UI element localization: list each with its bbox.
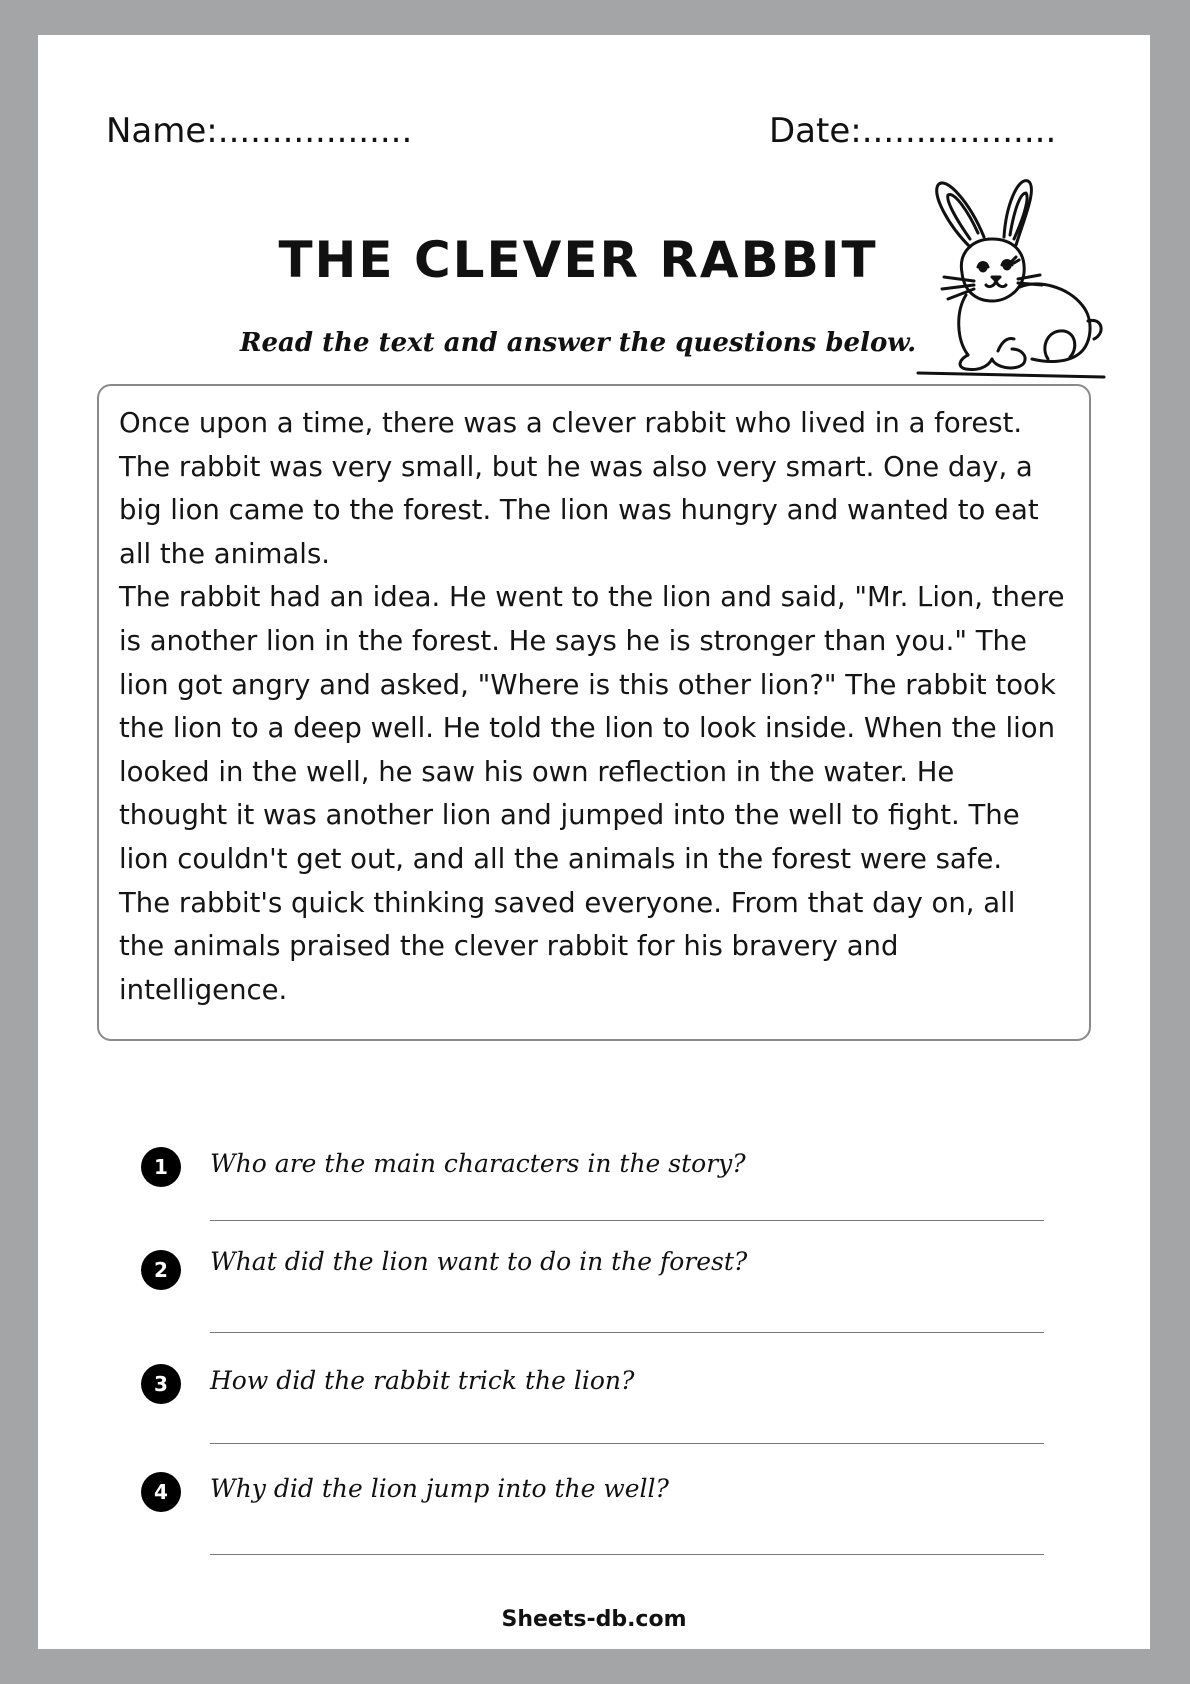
instructions: Read the text and answer the questions below.	[239, 328, 917, 358]
question-text: What did the lion want to do in the forest?	[210, 1247, 748, 1276]
question-number-badge: 3	[141, 1364, 181, 1404]
question-number-badge: 4	[141, 1472, 181, 1512]
question-number-badge: 2	[141, 1250, 181, 1290]
question-4	[38, 1470, 1150, 1570]
question-text: How did the rabbit trick the lion?	[210, 1366, 635, 1395]
question-text: Who are the main characters in the story?	[210, 1149, 746, 1178]
question-2	[38, 1247, 1150, 1347]
name-label: Name:..................	[106, 111, 413, 151]
footer-source: Sheets-db.com	[501, 1607, 687, 1632]
question-number-badge: 1	[141, 1147, 181, 1187]
answer-line[interactable]	[210, 1332, 1044, 1333]
page-title: THE CLEVER RABBIT	[278, 231, 878, 289]
story-paragraph-3: The rabbit's quick thinking saved everyone. From that day on, all the animals praised the clever rabbit for his bravery and intelligence.	[119, 886, 1016, 1006]
story-paragraph-2: The rabbit had an idea. He went to the lion and said, "Mr. Lion, there is another lion in the forest. He says he is stronger than you." The lion got angry and asked, "Where is this other lion?" The rabbit took the lion to a deep well. He told the lion to look inside. When the lion looked in the well, he saw his own reflection in the water. He thought it was another lion and jumped into the well to fight. The lion couldn't get out, and all the animals in the forest were safe.	[119, 581, 1065, 875]
story-paragraph-1: Once upon a time, there was a clever rabbit who lived in a forest. The rabbit was very small, but he was also very smart. One day, a big lion came to the forest. The lion was hungry and wanted to eat all the animals.	[119, 407, 1039, 570]
rabbit-icon	[908, 155, 1108, 395]
date-label: Date:..................	[769, 111, 1057, 151]
answer-line[interactable]	[210, 1220, 1044, 1221]
worksheet-page	[38, 35, 1150, 1649]
answer-line[interactable]	[210, 1443, 1044, 1444]
question-3	[38, 1362, 1150, 1462]
question-1	[38, 1141, 1150, 1241]
answer-line[interactable]	[210, 1554, 1044, 1555]
question-text: Why did the lion jump into the well?	[210, 1474, 669, 1503]
story-text-box	[97, 384, 1091, 1041]
